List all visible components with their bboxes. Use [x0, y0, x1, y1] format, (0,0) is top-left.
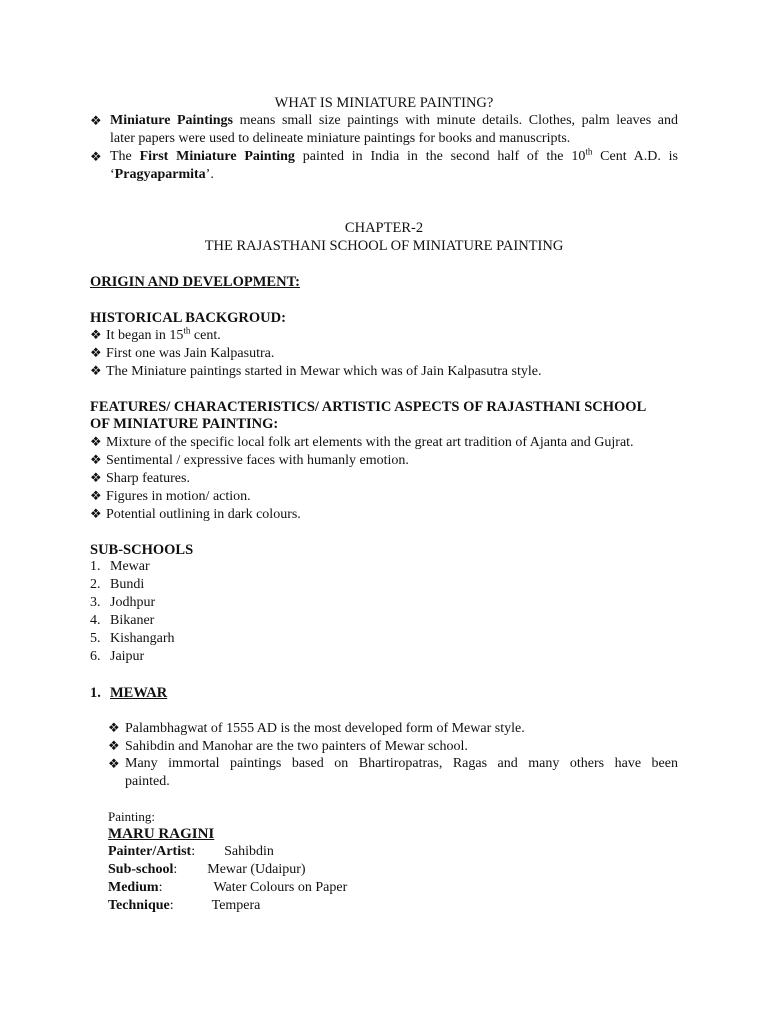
features-heading-line1: FEATURES/ CHARACTERISTICS/ ARTISTIC ASPECTS OF RAJASTHANI SCHOOL — [90, 399, 647, 415]
feature-item-text: Sharp features. — [106, 471, 190, 486]
painting-row-technique — [108, 897, 260, 915]
diamond-bullet-icon: ❖ — [90, 149, 102, 164]
mewar-heading-text: MEWAR — [110, 685, 168, 701]
feature-item — [90, 433, 634, 452]
feature-item-text: Potential outlining in dark colours. — [106, 507, 301, 522]
document-page — [90, 0, 678, 1024]
historical-heading: HISTORICAL BACKGROUD: — [90, 310, 286, 326]
painting-row-subschool — [108, 861, 306, 879]
pragyaparmita-term: Pragyaparmita — [114, 167, 206, 182]
mewar-item1-text: Palambhagwat of 1555 AD is the most developed form of Mewar style. — [125, 721, 525, 736]
diamond-bullet-icon: ❖ — [90, 434, 102, 449]
chapter-number-text: CHAPTER-2 — [344, 220, 424, 236]
diamond-bullet-icon: ❖ — [90, 113, 102, 128]
quote-close: ’. — [205, 167, 214, 182]
row-value: Sahibdin — [224, 844, 274, 859]
subschool-item — [90, 612, 154, 630]
diamond-bullet-icon: ❖ — [108, 738, 120, 753]
subschool-name: Jodhpur — [110, 595, 156, 610]
row-value: Tempera — [211, 898, 261, 913]
feature-item-text: Figures in motion/ action. — [106, 489, 251, 504]
miniature-paintings-term: Miniature Paintings — [110, 113, 234, 128]
diamond-bullet-icon: ❖ — [108, 756, 120, 771]
row-colon: : — [169, 898, 174, 913]
diamond-bullet-icon: ❖ — [90, 488, 102, 503]
intro-b1-line2: later papers were used to delineate miniature paintings for books and manuscripts. — [110, 131, 571, 146]
row-label: Technique — [108, 898, 170, 913]
origin-heading: ORIGIN AND DEVELOPMENT: — [90, 274, 300, 290]
feature-item — [90, 469, 190, 488]
subschool-name: Kishangarh — [110, 631, 175, 646]
historical-item3-text: The Miniature paintings started in Mewar which was of Jain Kalpasutra style. — [106, 364, 542, 379]
diamond-bullet-icon: ❖ — [90, 327, 102, 342]
subschool-name: Bundi — [110, 577, 145, 592]
subschool-name: Mewar — [110, 559, 150, 574]
subschools-heading: SUB-SCHOOLS — [90, 542, 194, 558]
diamond-bullet-icon: ❖ — [90, 506, 102, 521]
mewar-item3-line1: Many immortal paintings based on Bhartiropatras, Ragas and many others have been — [125, 756, 678, 771]
features-heading-line2: OF MINIATURE PAINTING: — [90, 416, 279, 432]
page-title-text: WHAT IS MINIATURE PAINTING? — [274, 95, 494, 111]
list-number: 6. — [90, 649, 101, 664]
mewar-heading — [90, 684, 167, 702]
mewar-item — [108, 755, 678, 791]
row-colon: : — [158, 880, 163, 895]
mewar-item — [108, 719, 525, 738]
diamond-bullet-icon: ❖ — [90, 470, 102, 485]
mewar-item2-text: Sahibdin and Manohar are the two painters of Mewar school. — [125, 739, 468, 754]
list-number: 3. — [90, 595, 101, 610]
row-colon: : — [191, 844, 196, 859]
historical-item1-pre: It began in 15 — [106, 328, 184, 343]
historical-item1-post: cent. — [190, 328, 221, 343]
feature-item — [90, 505, 301, 524]
chapter-number — [90, 219, 678, 237]
intro-bullet-2 — [90, 148, 678, 184]
feature-item — [90, 487, 251, 506]
subschool-item — [90, 594, 155, 612]
mewar-item — [108, 737, 468, 756]
mewar-item3-line2: painted. — [125, 774, 170, 789]
row-value: Water Colours on Paper — [213, 880, 348, 895]
feature-item-text: Sentimental / expressive faces with humanly emotion. — [106, 453, 409, 468]
historical-item — [90, 362, 541, 381]
chapter-title — [90, 237, 678, 255]
subschool-item — [90, 630, 175, 648]
list-number: 1. — [90, 559, 101, 574]
feature-item-text: Mixture of the specific local folk art elements with the great art tradition of Ajanta and Gujrat. — [106, 435, 634, 450]
diamond-bullet-icon: ❖ — [90, 363, 102, 378]
subschool-item — [90, 558, 150, 576]
painting-label: Painting: — [108, 809, 155, 824]
intro-b1-text: means small size paintings with minute details. Clothes, palm leaves and — [233, 113, 678, 128]
intro-bullet-1 — [90, 112, 678, 148]
subschool-item — [90, 576, 144, 594]
row-label: Sub-school — [108, 862, 174, 877]
diamond-bullet-icon: ❖ — [108, 720, 120, 735]
mewar-number: 1. — [90, 685, 101, 701]
painting-row-artist — [108, 843, 274, 861]
historical-item — [90, 344, 274, 363]
row-value: Mewar (Udaipur) — [207, 862, 306, 877]
diamond-bullet-icon: ❖ — [90, 452, 102, 467]
first-miniature-term: First Miniature Painting — [139, 149, 295, 164]
row-colon: : — [173, 862, 178, 877]
row-label: Medium — [108, 880, 159, 895]
list-number: 2. — [90, 577, 101, 592]
row-label: Painter/Artist — [108, 844, 192, 859]
intro-b2-mid: painted in India in the second half of the 10 — [294, 149, 586, 164]
page-title — [90, 94, 678, 112]
subschool-name: Bikaner — [110, 613, 155, 628]
intro-b2-end: Cent A.D. is — [592, 149, 679, 164]
painting-row-medium — [108, 879, 347, 897]
feature-item — [90, 451, 409, 470]
historical-item1-sup: th — [183, 325, 191, 336]
quote-open: ‘ — [110, 167, 115, 182]
subschool-item — [90, 648, 144, 666]
chapter-title-text: THE RAJASTHANI SCHOOL OF MINIATURE PAINTING — [204, 238, 564, 254]
historical-item2-text: First one was Jain Kalpasutra. — [106, 346, 275, 361]
list-number: 5. — [90, 631, 101, 646]
subschool-name: Jaipur — [110, 649, 145, 664]
intro-b2-sup: th — [585, 146, 593, 157]
painting-title: MARU RAGINI — [108, 826, 215, 842]
list-number: 4. — [90, 613, 101, 628]
intro-b2-pre: The — [110, 149, 140, 164]
diamond-bullet-icon: ❖ — [90, 345, 102, 360]
historical-item — [90, 326, 221, 345]
